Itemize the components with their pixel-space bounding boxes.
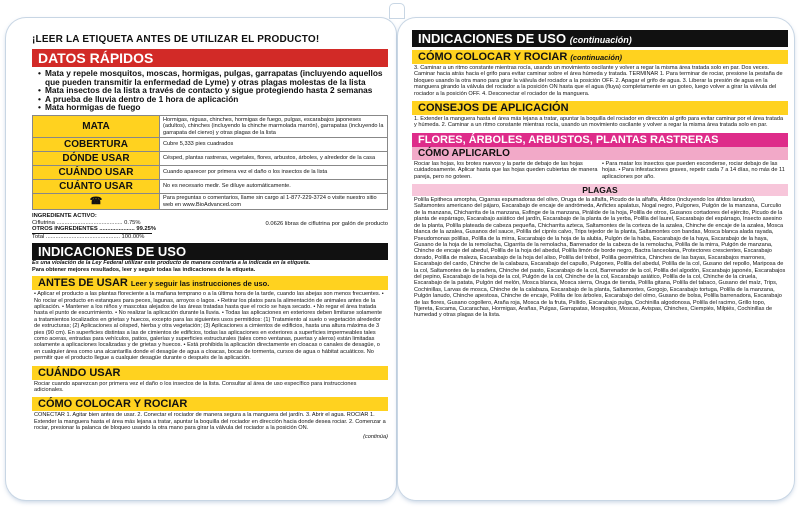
table-row bbox=[33, 180, 388, 194]
cobertura-value: Cubre 5,333 pies cuadrados bbox=[160, 138, 388, 152]
cyfluthrin-line: Ciflutrina ......................................... 0.75% bbox=[32, 219, 141, 226]
como-colocar-continuation: (continuación) bbox=[570, 53, 623, 62]
antes-subtitle: Leer y seguir las instrucciones de uso. bbox=[130, 279, 270, 289]
donde-usar-value: Césped, plantas rastreras, vegetales, flores, arbustos, árboles, y alrededor de la casa bbox=[160, 152, 388, 166]
consejos-text: 1. Extender la manguera hasta el área más lejana a tratar, apuntar la boquilla del rociador en dirección al grifo para evitar caminar por el área tratada y húmeda. 2. Caminar a un ritmo constante mientras rocía, usando un movimiento oscilante y volver a regar la misma área tratada solo en par. bbox=[414, 116, 784, 129]
como-aplicarlo-columns bbox=[412, 160, 788, 181]
antes-de-usar-header bbox=[32, 276, 388, 290]
page-bottom-fade bbox=[398, 476, 794, 500]
left-label-panel bbox=[6, 18, 396, 500]
cuando-usar-value: Cuando aparecer por primera vez el daño o los insectos de la lista bbox=[160, 166, 388, 180]
donde-usar-label: DÓNDE USAR bbox=[33, 152, 160, 166]
ingredients-block bbox=[32, 213, 388, 240]
continuation-label: (continuación) bbox=[569, 35, 632, 45]
como-colocar-header: CÓMO COLOCAR Y ROCIAR bbox=[32, 397, 388, 411]
federal-law-note: Es una violación de la Ley Federal utilizar este producto de manera contraria a la indicada en la etiqueta. bbox=[32, 260, 311, 267]
total-line: Total .............................................. 100.00% bbox=[32, 233, 145, 240]
continued-note: (continúa) bbox=[363, 433, 388, 440]
datos-rapidos-header: DATOS RÁPIDOS bbox=[32, 49, 388, 67]
indicaciones-continued-header bbox=[412, 30, 788, 47]
consejos-header: CONSEJOS DE APLICACIÓN bbox=[412, 101, 788, 115]
plagas-header: PLAGAS bbox=[412, 184, 788, 196]
table-row bbox=[33, 115, 388, 137]
table-row bbox=[33, 194, 388, 210]
best-results-note: Para obtener mejores resultados, leer y seguir todas las indicaciones de la etiqueta. bbox=[32, 266, 256, 273]
como-colocar-text: CONECTAR 1. Agitar bien antes de usar. 2. Conectar el rociador de manera segura a la manguera del jardín. 3. Abrir el agua. ROCIAR 1. Extender la manguera hasta el área más lejana a tratar, apuntar la boquilla del rociador en dirección hacia donde desea rociar. 2. Comenzar a rociar, presionar la palanca de bloqueo usando la otra mano para girar la válvula del rociador a la posición ON. bbox=[34, 412, 386, 432]
quick-facts-list bbox=[38, 69, 388, 112]
contact-info: Para preguntas o comentarios, llame sin cargo al 1-877-229-3724 o visite nuestro sitio web en www.BioAdvanced.com bbox=[160, 194, 388, 210]
cuanto-usar-label: CUÁNTO USAR bbox=[33, 180, 160, 194]
list-item: • Mata hormigas de fuego bbox=[38, 103, 388, 112]
flores-arboles-header: FLORES, ÁRBOLES, ARBUSTOS, PLANTAS RASTRERAS bbox=[412, 133, 788, 147]
right-label-panel bbox=[398, 18, 794, 500]
cuando-usar-header: CUÁNDO USAR bbox=[32, 366, 388, 380]
antes-de-usar-text: • Aplicar el producto a las plantas floreciente a la mañana temprano o a la última hora de la tarde, cuando las abejas son menos frecuentes. • No rociar el producto en estanques para peces, lagunas, arroyos o lagos. • Retirar los platos para la alimentación de animales antes de la aplicación. • Mantener a los niños y mascotas alejados de las áreas tratadas hasta que el rocío se haya secado. • No regar el área tratada hasta el punto de escurrimiento. • No realizar la aplicación durante la lluvia. • Todas las aplicaciones en exteriores deben limitarse solamente a tratamientos localizados en grietas y huecos, excepto para las siguientes usos permitidos: (1) Tratamiento al suelo o vegetación alrededor de estructuras; (2) Aplicaciones al césped, hierba y otra vegetación; (3) Aplicaciones a cimientos de edificios, hasta una altura máxima de 3 pies (90 cm). En superficies distintas a las de cimientos de edificios, todas las aplicaciones en exteriores a superficies impermeables tales como aceras, entradas para vehículos, patios, galerías y superficies estructurales (tales como ventanas, puertas y aleros) están limitadas solamente a aplicaciones localizadas y de grietas y huecos. • Está prohibida la aplicación directamente en cloacas o canales de desagüe, o en cualquier área como una alcantarilla donde el desagüe de agua a cloacas, bocas de tormenta, cursos de agua o hábitat acuáticos. No permitir que el producto llegue a cualquier desagüe durante o después de la aplicación. bbox=[34, 291, 384, 362]
como-colocar-continued-header bbox=[412, 50, 788, 64]
plagas-list-text: Polilla Epitheca amorpha, Cigarras espumadoras del olivo, Oruga de la alfalfa, Picudo de la alfalfa, Áfidos (incluyendo los áfidos lanudos), Saltamontes americano del pájaro, Escarabajo de encaje de andrómeda, Anfictes apalatus, Nogal negro, Pulgones, Pulgón de la manzana, Curculio de la manzana, Chicharrita de la manzana, Esfinge de la manzana, Pirálide de la hoja, Polilla de otros, Gusanos cortadores del ejército, Picudo de la planta de espárrago, Escarabajo asiático del jardín, Escarabajo de la planta de la yerba, Polilla del laurel, Escarabajo del espárrago, Insecto asesino de la planta, Polilla plateada de cabeza pequeña, Chicharrita azteca, Saltamontes de la corteza de la azalea, Chinche de encaje de la azalea, Mosca blanca de la azalea, Gusanos del sauce, Polilla del ciprés calvo, Trips tejedor de la planta, Saltamontes con bandas, Mosca blanca alada rayada, Pseudomonas polillas, Polilla de la mirra, Escarabajo de la hoja de la alubia, Pulgón de la haba, Escarabajo de la haya, Escarabajo de la haya, Gusano de la hoja de la remolacha, Cigarrita de la remolacha, Barrenador de la cabeza de la remolacha, Polilla de la mirra, Pulgón de manzana, Chinche de encaje del abedul, Polilla de la hoja del abedul, Polilla limón de borde negro, Bactra lanceolana, Protectores crescientes, Escarabajo dorado, Polilla de maleza, Escarabajo de la hoja del aliso, Polilla del trébol, Polilla geométrica, Chinches de las bayas, Escarabajos marrones, Escarabajo del cardo, Chinche de la calabaza, Escarabajo del capullo, Pulgones, Polilla del abedul, Polilla de la col, Gusano del repollo, Mariposa de la col, Saltamontes de la pradera, Chinche del pasto, Escarabajo de la col, Barrenador de la col, Polilla del algodón, Escarabajo japonés, Escarabajos del pepino, Escarabajo de la hoja de la col, Pulgón de la col, Chinche de la col, Escarabajo asiático, Polilla de la col, Chinche de la ciruela, Escarabajo de la patata, Pulgón del melón, Mosca blanca, Mosca sierra, Oruga de tienda, Polilla gitana, Polilla del tabaco, Gusano del maíz, Trips, Cochinillas, Larvas de mosca, Chinche de la calabaza, Escarabajo de la planta, Saltamontes, Gorgojo, Escarabajo tortuga, Polilla de la manzana, Pulgón lanudo, Chinche apestosa, Chinche de encaje, Polilla de los árboles, Escarabajo del olmo, Gusano de bolsa, Polilla barrenadora, Escarabajo de las flores, Gusano cogollero, Araña roja, Mosca de la fruta, Psílido, Escarabajo pulga, Cochinilla algodonosa, Polilla del racimo, Grillo topo, Tijereta, Escama, Cucarachas, Hormigas, Arañas, Pulgas, Garrapatas, Mosquitos, Moscas, Avispas, Chinches, Ciempiés, Milpiés, Cochinillas de humedad y otras plagas de la lista. bbox=[414, 197, 786, 319]
other-ingredients-line: OTROS INGREDIENTES ...................... 99.25% bbox=[32, 226, 157, 233]
mata-value: Hormigas, niguas, chinches, hormigas de fuego, pulgas, escarabajos japoneses (adultos), chinches (incluyendo la chinche marmolada marrón), garrapatas (incluyendo la garrapata del ciervo) y otras plagas de la lista bbox=[160, 115, 388, 137]
table-row bbox=[33, 138, 388, 152]
list-item: • Mata y repele mosquitos, moscas, hormigas, pulgas, garrapatas (incluyendo aquellos que pueden transmitir la enfermedad de Lyme) y otras plagas molestas de la lista bbox=[38, 69, 388, 86]
antes-title: ANTES DE USAR bbox=[38, 277, 128, 290]
list-item: • Mata insectos de la lista a través de contacto y sigue protegiendo hasta 2 semanas bbox=[38, 86, 388, 95]
aplicarlo-text-left: Rociar las hojas, los brotes nuevos y la parte de debajo de las hojas cuidadosamente. Aplicar hasta que las hojas queden cubiertas de manera pareja, pero no goteen. bbox=[414, 160, 598, 180]
cuando-usar-label: CUÁNDO USAR bbox=[33, 166, 160, 180]
active-ingredient-label: INGREDIENTE ACTIVO: bbox=[32, 213, 97, 219]
binding-tab bbox=[390, 4, 404, 18]
cobertura-label: COBERTURA bbox=[33, 138, 160, 152]
indicaciones-title: INDICACIONES DE USO bbox=[418, 31, 567, 46]
como-aplicarlo-header: CÓMO APLICARLO bbox=[412, 147, 788, 160]
aplicarlo-text-right: • Para matar los insectos que pueden esconderse, rociar debajo de las hojas. • Para infestaciones graves, repetir cada 7 a 14 días, no más de 11 aplicaciones por año. bbox=[602, 160, 785, 180]
cuanto-usar-value: No es necesario medir. Se diluye automáticamente. bbox=[160, 180, 388, 194]
read-label-warning: ¡LEER LA ETIQUETA ANTES DE UTILIZAR EL PRODUCTO! bbox=[32, 34, 320, 45]
indicaciones-header: INDICACIONES DE USO bbox=[32, 243, 388, 260]
table-row bbox=[33, 152, 388, 166]
como-colocar-continued-text: 3. Caminar a un ritmo constante mientras rocía, usando un movimiento oscilante y volver a regar la misma área tratada solo en par. Dos veces. Caminar hacia atrás hacia el grifo para evitar caminar sobre el área húmeda y tratada. TERMINAR 1. Para terminar de rociar, presione la pestaña de bloqueo usando la otra mano para girar la válvula del rociador a la posición OFF. 2. Apagar el grifo de agua. 3. Liberar la presión de agua en la manguera girando la válvula del rociador a la posición ON hasta que el agua (fluya) completamente en un goteo, luego volver a girar la válvula del rociador a la posición OFF. 4. Desconectar el rociador de la manguera. bbox=[414, 65, 783, 97]
concentration-note: 0.0626 libras de ciflutrina por galón de producto bbox=[265, 221, 388, 227]
table-row bbox=[33, 166, 388, 180]
quick-facts-table bbox=[32, 115, 388, 210]
mata-label: MATA bbox=[33, 115, 160, 137]
phone-icon: ☎ bbox=[33, 194, 160, 210]
cuando-usar-text: Rociar cuando aparezcan por primera vez el daño o los insectos de la lista. Consultar al área de uso específico para instrucciones adicionales. bbox=[34, 380, 357, 394]
como-colocar-title: CÓMO COLOCAR Y ROCIAR bbox=[418, 51, 568, 63]
list-item: • A prueba de lluvia dentro de 1 hora de aplicación bbox=[38, 95, 388, 104]
